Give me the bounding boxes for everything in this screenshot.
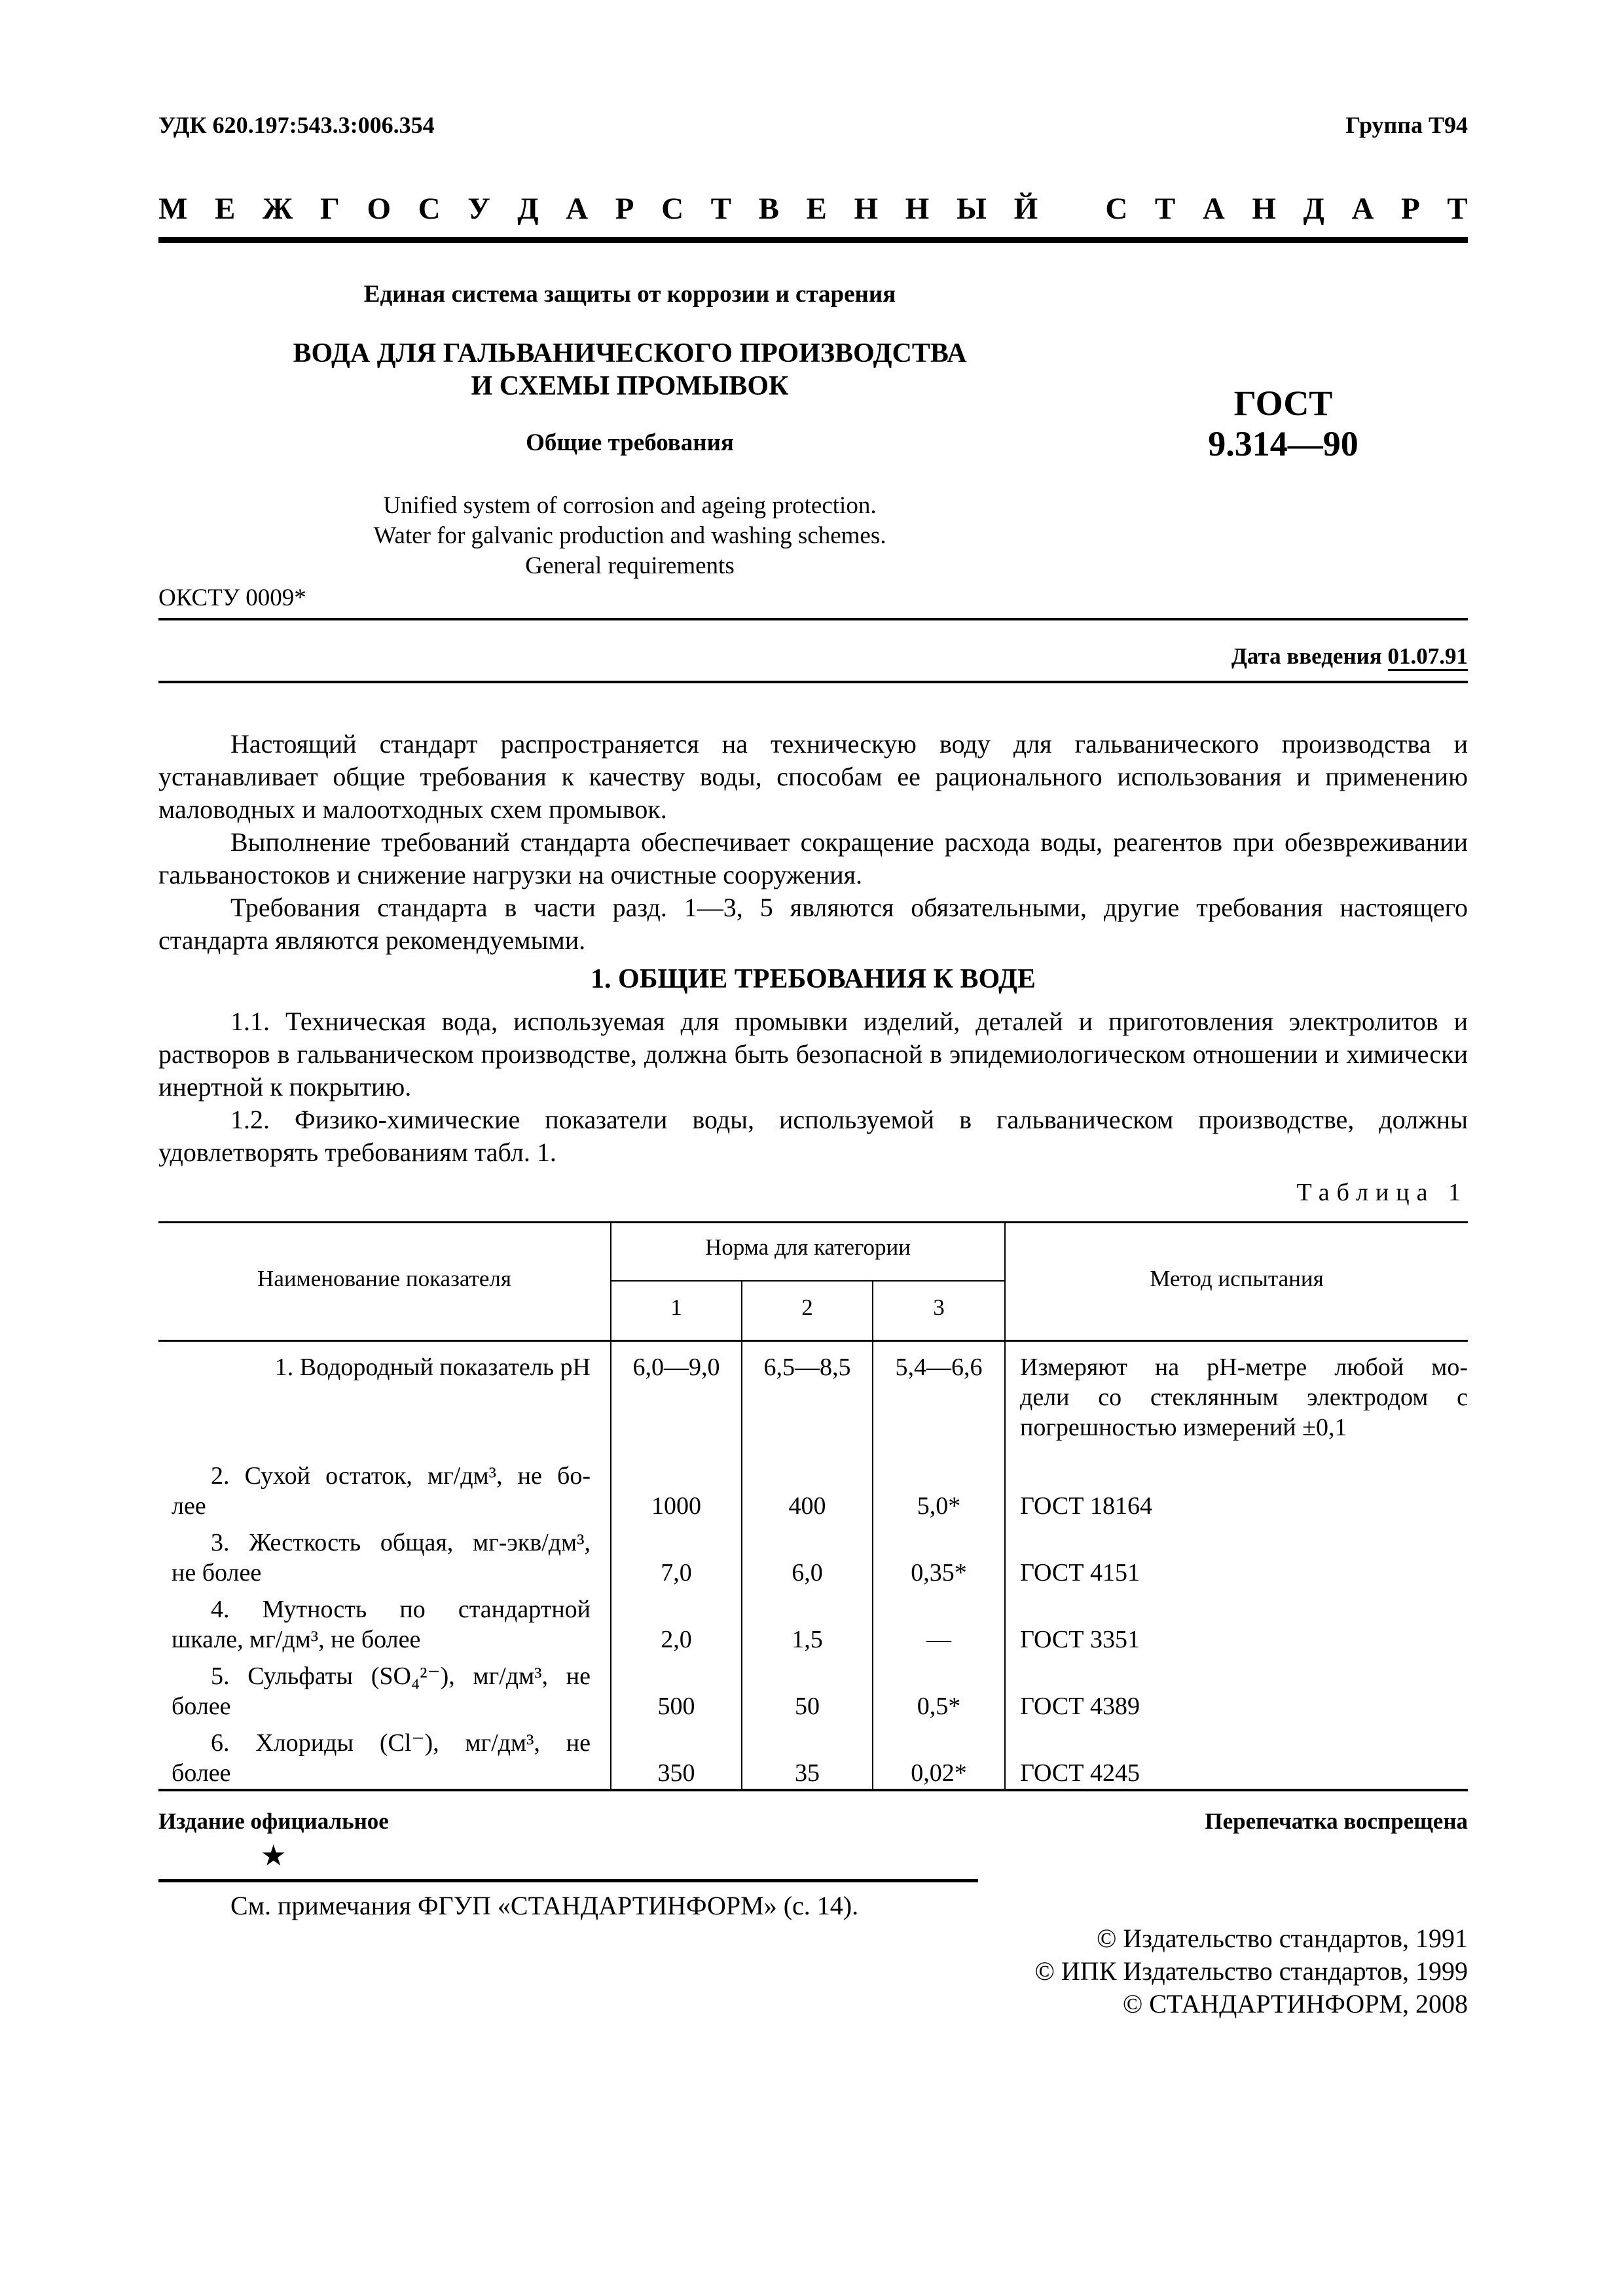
- row-4-cat-3: —: [926, 1626, 951, 1653]
- banner-left-letter: М: [158, 192, 188, 226]
- header-category-2: 2: [801, 1295, 813, 1320]
- row-6-cat-2: 35: [795, 1759, 820, 1787]
- banner-left-letter: Е: [214, 192, 236, 226]
- banner-left-letter: У: [467, 192, 490, 226]
- gost-number: 9.314—90: [1208, 424, 1359, 463]
- row-4-method: ГОСТ 3351: [1020, 1626, 1140, 1653]
- banner-left-letter: С: [661, 192, 684, 226]
- banner-left-letter: О: [367, 192, 392, 226]
- row-5-cat-3: 0,5*: [917, 1693, 961, 1720]
- banner-left-letter: Д: [517, 192, 539, 226]
- header-category-1: 1: [670, 1295, 682, 1320]
- official-edition: Издание официальное: [158, 1808, 389, 1834]
- divider-rule: [158, 681, 1468, 683]
- row-5-name: [172, 1661, 591, 1721]
- banner-gap: [1065, 191, 1078, 226]
- row-2-method: ГОСТ 18164: [1020, 1492, 1152, 1520]
- table-col-rule: [1004, 1221, 1006, 1791]
- row-1-cat-1: 6,0—9,0: [632, 1354, 720, 1381]
- row-5-cat-2: 50: [795, 1693, 820, 1720]
- english-title-line-1: Unified system of corrosion and ageing protection.: [383, 492, 877, 519]
- row-1-name: 1. Водородный показатель pH: [274, 1354, 591, 1381]
- header-category-3: 3: [933, 1295, 945, 1320]
- row-6-cat-1: 350: [657, 1759, 695, 1787]
- banner-left-letter: Й: [1013, 192, 1038, 226]
- banner-left-letter: Г: [320, 192, 340, 226]
- copyright-1999: © ИПК Издательство стандартов, 1999: [1034, 1956, 1468, 1986]
- row-2-name-line-1: 2. Сухой остаток, мг/дм³, не бо-: [211, 1462, 591, 1490]
- row-4-cat-1: 2,0: [661, 1626, 692, 1653]
- row-3-method: ГОСТ 4151: [1020, 1559, 1140, 1587]
- row-6-name: [172, 1728, 591, 1788]
- row-4-name-line-2: шкале, мг/дм³, не более: [172, 1626, 421, 1653]
- english-title: [158, 491, 1101, 581]
- banner-right-letter: Н: [1252, 192, 1276, 226]
- table-subheader-rule: [610, 1280, 1005, 1282]
- date-value: 01.07.91: [1388, 643, 1468, 671]
- row-1-method-line-3: погрешностью измерений ±0,1: [1020, 1414, 1347, 1441]
- copyright-2008: © СТАНДАРТИНФОРМ, 2008: [1122, 1989, 1468, 2018]
- english-title-line-3: General requirements: [525, 552, 735, 579]
- gost-label: ГОСТ: [1233, 384, 1333, 423]
- banner-left-letter: Е: [806, 192, 827, 226]
- row-1-method-line-1: Измеряют на pH-метре любой мо-: [1020, 1354, 1468, 1381]
- row-3-cat-1: 7,0: [661, 1559, 692, 1587]
- row-3-cat-3: 0,35*: [911, 1559, 967, 1587]
- row-5-method: ГОСТ 4389: [1020, 1693, 1140, 1720]
- row-1-cat-2: 6,5—8,5: [763, 1354, 851, 1381]
- header-test-method: Метод испытания: [1150, 1266, 1324, 1291]
- row-5-name-line-2: более: [172, 1693, 231, 1720]
- banner-left-letter: Т: [710, 192, 731, 226]
- copyright-block: [1035, 1922, 1468, 2020]
- reprint-prohibited: Перепечатка воспрещена: [1205, 1808, 1468, 1834]
- standard-series: Единая система защиты от коррозии и старения: [363, 281, 896, 308]
- header-indicator-name: Наименование показателя: [257, 1266, 511, 1291]
- banner-left-letter: Н: [854, 192, 879, 226]
- row-3-name-line-2: не более: [172, 1559, 262, 1587]
- row-3-cat-2: 6,0: [792, 1559, 823, 1587]
- paragraph-1-1: 1.1. Техническая вода, используемая для промывки изделий, деталей и приготовления электролитов и растворов в гальваническом производстве, должна быть безопасной в эпидемиологическом отношении и химически инертной к покрытию.: [158, 1007, 1468, 1102]
- row-6-name-line-1: 6. Хлориды (Cl⁻), мг/дм³, не: [211, 1729, 591, 1757]
- banner-left-letter: Р: [615, 192, 634, 226]
- banner-right-letter: Т: [1154, 192, 1176, 226]
- banner-right-letter: Т: [1447, 192, 1468, 226]
- paragraph-scope: Настоящий стандарт распространяется на техническую воду для гальванического производства и устанавливает общие требования к качеству воды, способам ее рационального использования и применению маловодных и малоотходных схем промывок.: [158, 729, 1468, 824]
- footnote-rule: [158, 1879, 978, 1882]
- row-2-cat-1: 1000: [651, 1492, 701, 1520]
- paragraph-1-2: 1.2. Физико-химические показатели воды, используемой в гальваническом производстве, должны удовлетворять требованиям табл. 1.: [158, 1105, 1468, 1167]
- banner-right-letter: А: [1351, 192, 1374, 226]
- copyright-1991: © Издательство стандартов, 1991: [1096, 1924, 1468, 1953]
- title-line-1: ВОДА ДЛЯ ГАЛЬВАНИЧЕСКОГО ПРОИЗВОДСТВА: [293, 338, 967, 368]
- english-title-line-2: Water for galvanic production and washing schemes.: [373, 522, 886, 549]
- row-1-cat-3: 5,4—6,6: [895, 1354, 983, 1381]
- banner-right-letter: А: [1202, 192, 1225, 226]
- header-norm: Норма для категории: [705, 1234, 911, 1260]
- row-4-name-line-1: 4. Мутность по стандартной: [211, 1596, 591, 1623]
- row-6-name-line-2: более: [172, 1759, 231, 1787]
- table-top-rule: [158, 1221, 1468, 1223]
- banner-left-letter: Н: [905, 192, 930, 226]
- document-title: [158, 337, 1101, 403]
- divider-rule: [158, 618, 1468, 620]
- row-2-name: [172, 1461, 591, 1521]
- introduction-date: [1231, 643, 1468, 670]
- row-4-cat-2: 1,5: [792, 1626, 823, 1653]
- okstu-code: ОКСТУ 0009*: [158, 584, 306, 611]
- row-2-name-line-2: лее: [172, 1492, 206, 1520]
- row-2-cat-2: 400: [788, 1492, 826, 1520]
- row-3-name-line-1: 3. Жесткость общая, мг-экв/дм³,: [211, 1529, 591, 1556]
- banner-left-letter: В: [758, 192, 779, 226]
- row-3-name: [172, 1528, 591, 1588]
- gost-designation: [1152, 383, 1414, 464]
- row-1-method: [1020, 1352, 1468, 1443]
- paragraph-benefits: Выполнение требований стандарта обеспечивает сокращение расхода воды, реагентов при обезвреживании гальваностоков и снижение нагрузки на очистные сооружения.: [158, 827, 1468, 889]
- row-5-name-line-1: 5. Сульфаты (SO₄²⁻), мг/дм³, не: [211, 1662, 591, 1690]
- requirements-table: [158, 1221, 1468, 1791]
- row-1-method-line-2: дели со стеклянным электродом с: [1020, 1384, 1468, 1411]
- paragraph-mandatory: Требования стандарта в части разд. 1—3, 5 являются обязательными, другие требования настоящего стандарта являются рекомендуемыми.: [158, 893, 1468, 955]
- header-rule: [158, 237, 1468, 243]
- row-6-method: ГОСТ 4245: [1020, 1759, 1140, 1787]
- udk-code: УДК 620.197:543.3:006.354: [158, 112, 435, 138]
- banner-left-letter: С: [418, 192, 441, 226]
- date-label: Дата введения: [1231, 643, 1382, 669]
- row-5-cat-1: 500: [657, 1693, 695, 1720]
- star-icon: ★: [261, 1840, 287, 1872]
- banner-right-letter: Д: [1303, 192, 1324, 226]
- row-2-cat-3: 5,0*: [917, 1492, 961, 1520]
- banner-left-letter: А: [566, 192, 589, 226]
- group-code: Группа Т94: [1345, 112, 1468, 138]
- row-6-cat-3: 0,02*: [911, 1759, 967, 1787]
- interstate-standard-banner: [158, 191, 1468, 226]
- section-heading: 1. ОБЩИЕ ТРЕБОВАНИЯ К ВОДЕ: [591, 964, 1036, 994]
- row-4-name: [172, 1594, 591, 1655]
- banner-right-letter: С: [1105, 192, 1128, 226]
- table-caption: Таблица 1: [1296, 1179, 1468, 1206]
- banner-right-letter: Р: [1401, 192, 1420, 226]
- table-bottom-rule: [158, 1789, 1468, 1791]
- table-header-rule: [158, 1340, 1468, 1342]
- document-subtitle: Общие требования: [526, 429, 734, 456]
- banner-left-letter: Ж: [262, 192, 293, 226]
- title-line-2: И СХЕМЫ ПРОМЫВОК: [471, 371, 789, 401]
- banner-left-letter: Ы: [956, 192, 987, 226]
- footnote: См. примечания ФГУП «СТАНДАРТИНФОРМ» (с. 14).: [230, 1891, 859, 1920]
